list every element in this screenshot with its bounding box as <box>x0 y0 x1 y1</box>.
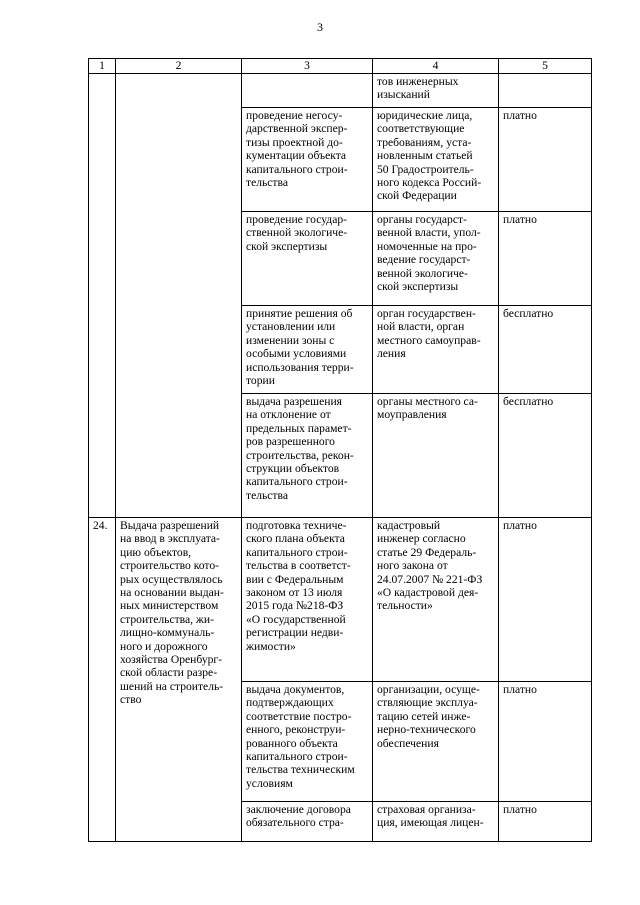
payment-cell: платно <box>499 682 592 802</box>
executor-cell: тов инженерных изысканий <box>373 74 499 108</box>
executor-cell: страховая организа- ция, имеющая лицен- <box>373 802 499 842</box>
table-row <box>89 74 592 108</box>
prev-number-cell <box>89 74 116 518</box>
header-col-1: 1 <box>89 59 116 74</box>
table-header-row <box>89 59 592 74</box>
payment-cell: платно <box>499 212 592 306</box>
payment-cell <box>499 74 592 108</box>
header-col-4: 4 <box>373 59 499 74</box>
payment-cell: бесплатно <box>499 394 592 518</box>
page-number: 3 <box>317 20 323 34</box>
service-number-cell: 24. <box>89 518 116 842</box>
executor-cell: организации, осуще- ствляющие эксплуа- тацию сетей инже- нерно-технического обеспечения <box>373 682 499 802</box>
executor-cell: органы местного са- моуправления <box>373 394 499 518</box>
activity-cell: выдача разрешения на отклонение от предельных парамет- ров разрешенного строительства, рекон- струкции объектов капитального строи- тельства <box>242 394 373 518</box>
service-name-cell: Выдача разрешений на ввод в эксплуата- цию объектов, строительство кото- рых осуществлялось на основании выдан- ных министерством строительства, жи- лищно-коммуналь- ного и дорожного хозяйства Оренбург- ской области разре- шений на строитель- ство <box>116 518 242 842</box>
activity-cell: подготовка техниче- ского плана объекта капитального строи- тельства в соответст- вии с Федеральным законом от 13 июля 2015 года №218-ФЗ «О государственной регистрации недви- жимости» <box>242 518 373 682</box>
activity-cell: заключение договора обязательного стра- <box>242 802 373 842</box>
activity-cell: принятие решения об установлении или изменении зоны с особыми условиями использования терри- тории <box>242 306 373 394</box>
header-col-3: 3 <box>242 59 373 74</box>
executor-cell: юридические лица, соответствующие требованиям, уста- новленным статьей 50 Градостроитель- ного кодекса Россий- ской Федерации <box>373 108 499 212</box>
activity-cell <box>242 74 373 108</box>
payment-cell: платно <box>499 518 592 682</box>
payment-cell: бесплатно <box>499 306 592 394</box>
prev-service-cell <box>116 74 242 518</box>
activity-cell: проведение негосу- дарственной экспер- тизы проектной до- кументации объекта капитального строи- тельства <box>242 108 373 212</box>
executor-cell: орган государствен- ной власти, орган местного самоуправ- ления <box>373 306 499 394</box>
executor-cell: кадастровый инженер согласно статье 29 Федераль- ного закона от 24.07.2007 № 221-ФЗ «О кадастровой дея- тельности» <box>373 518 499 682</box>
payment-cell: платно <box>499 802 592 842</box>
executor-cell: органы государст- венной власти, упол- номоченные на про- ведение государст- венной экологиче- ской экспертизы <box>373 212 499 306</box>
table-row <box>89 518 592 682</box>
payment-cell: платно <box>499 108 592 212</box>
activity-cell: проведение государ- ственной экологиче- ской экспертизы <box>242 212 373 306</box>
services-table <box>88 58 592 842</box>
header-col-2: 2 <box>116 59 242 74</box>
header-col-5: 5 <box>499 59 592 74</box>
activity-cell: выдача документов, подтверждающих соответствие постро- енного, реконструи- рованного объекта капитального строи- тельства техническим условиям <box>242 682 373 802</box>
